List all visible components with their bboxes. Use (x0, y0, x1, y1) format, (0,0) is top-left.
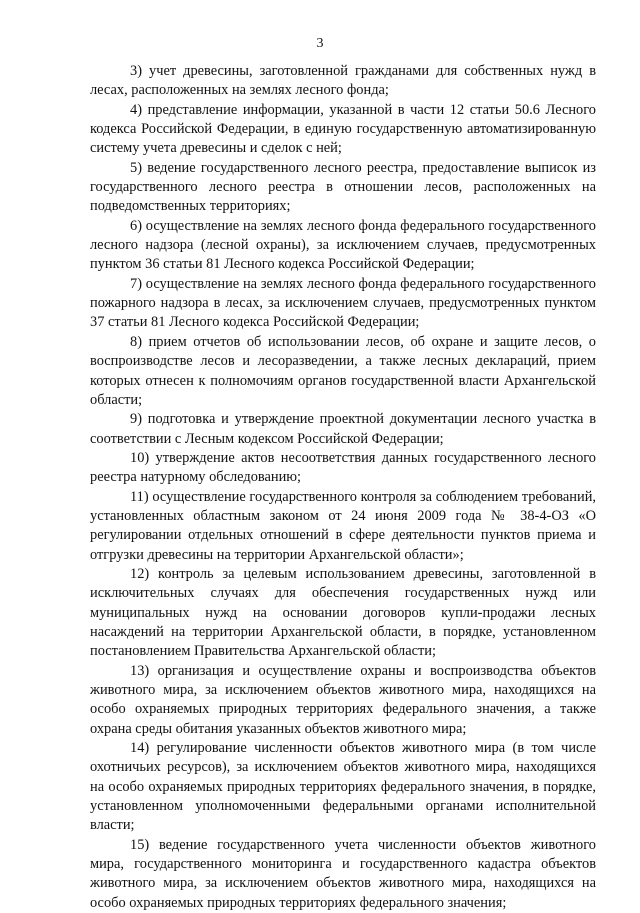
list-item-10: 10) утверждение актов несоответствия данных государственного лесного реестра натурному обследованию; (90, 449, 596, 486)
list-item-4: 4) представление информации, указанной в части 12 статьи 50.6 Лесного кодекса Российской Федерации, в единую государственную автоматизированную систему учета древесины и сделок с ней; (90, 101, 596, 157)
list-item-14: 14) регулирование численности объектов животного мира (в том числе охотничьих ресурсов), за исключением объектов животного мира, находящихся на особо охраняемых природных территориях федерального значения, в порядке, установленном уполномоченными федеральными органами исполнительной власти; (90, 740, 596, 834)
list-item-11: 11) осуществление государственного контроля за соблюдением требований, установленных областным законом от 24 июня 2009 года № 38-4-ОЗ «О регулировании отдельных отношений в сфере деятельности пунктов приема и отгрузки древесины на территории Архангельской области»; (90, 488, 596, 563)
list-item-6: 6) осуществление на землях лесного фонда федерального государственного лесного надзора (лесной охраны), за исключением случаев, предусмотренных пунктом 36 статьи 81 Лесного кодекса Российской Федерации; (90, 217, 596, 273)
list-item-15: 15) ведение государственного учета численности объектов животного мира, государственного мониторинга и государственного кадастра объектов животного мира, за исключением объектов животного мира, находящихся на особо охраняемых природных территориях федерального значения; (90, 836, 596, 911)
list-item-5: 5) ведение государственного лесного реестра, предоставление выписок из государственного лесного реестра в отношении лесов, расположенных на подведомственных территориях; (90, 159, 596, 215)
list-item-12: 12) контроль за целевым использованием древесины, заготовленной в исключительных случаях для обеспечения государственных нужд или муниципальных нужд на основании договоров купли-продажи лесных насаждений на территории Архангельской области, в порядке, установленном постановлением Правительства Архангельской области; (90, 565, 596, 660)
list-item-7: 7) осуществление на землях лесного фонда федерального государственного пожарного надзора в лесах, за исключением случаев, предусмотренных пунктом 37 статьи 81 Лесного кодекса Российской Федерации; (90, 275, 596, 331)
document-body (90, 62, 596, 913)
list-item-9: 9) подготовка и утверждение проектной документации лесного участка в соответствии с Лесным кодексом Российской Федерации; (90, 411, 596, 447)
list-item-13: 13) организация и осуществление охраны и воспроизводства объектов животного мира, за исключением объектов животного мира, находящихся на особо охраняемых природных территориях федерального значения, а также охрана среды обитания указанных объектов животного мира; (90, 662, 596, 737)
list-item-8: 8) прием отчетов об использовании лесов, об охране и защите лесов, о воспроизводстве лесов и лесоразведении, а также лесных деклараций, прием которых отнесен к полномочиям органов государственной власти Архангельской области; (90, 333, 596, 408)
list-item-3: 3) учет древесины, заготовленной гражданами для собственных нужд в лесах, расположенных на землях лесного фонда; (90, 63, 596, 99)
page-number: 3 (316, 36, 324, 51)
